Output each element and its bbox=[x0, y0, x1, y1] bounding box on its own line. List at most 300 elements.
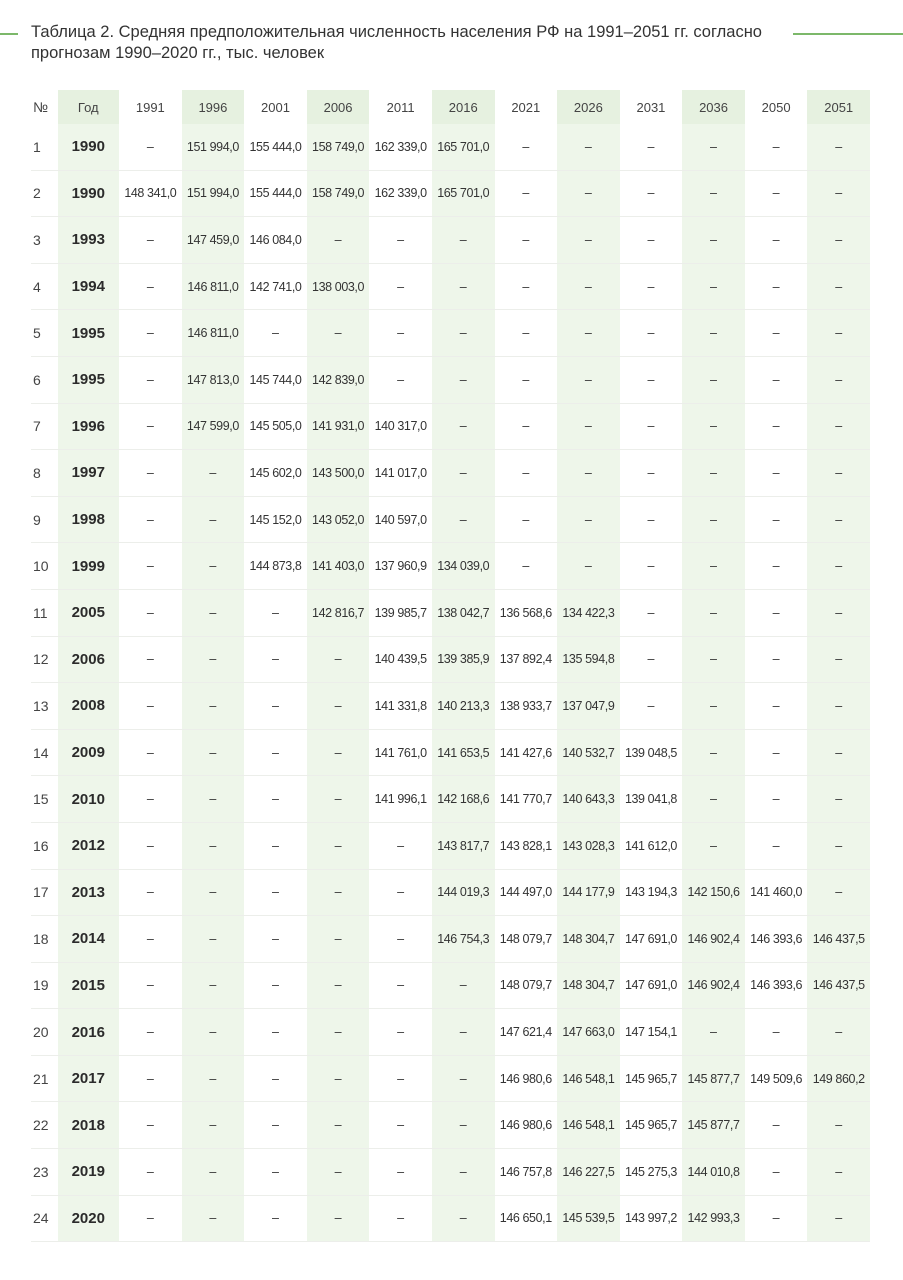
column-header-1996: 1996 bbox=[182, 90, 245, 124]
row-number: 8 bbox=[31, 450, 58, 497]
title-accent-line-right bbox=[793, 33, 903, 35]
population-cell: – bbox=[745, 217, 808, 264]
table-row bbox=[31, 822, 870, 869]
population-cell: – bbox=[307, 729, 370, 776]
population-cell: 141 761,0 bbox=[369, 729, 432, 776]
population-cell: – bbox=[807, 1195, 870, 1242]
population-cell: 140 213,3 bbox=[432, 683, 495, 730]
population-cell: – bbox=[369, 962, 432, 1009]
population-cell: – bbox=[369, 1102, 432, 1149]
forecast-year: 2015 bbox=[58, 962, 120, 1009]
population-cell: – bbox=[745, 729, 808, 776]
population-cell: 146 437,5 bbox=[807, 962, 870, 1009]
population-cell: 145 602,0 bbox=[244, 450, 307, 497]
population-cell: – bbox=[807, 356, 870, 403]
population-cell: 139 048,5 bbox=[620, 729, 683, 776]
population-cell: 143 828,1 bbox=[495, 822, 558, 869]
population-cell: – bbox=[745, 450, 808, 497]
population-cell: – bbox=[432, 1149, 495, 1196]
table-row bbox=[31, 1009, 870, 1056]
table-body bbox=[31, 124, 870, 1242]
population-cell: 140 317,0 bbox=[369, 403, 432, 450]
row-number: 2 bbox=[31, 170, 58, 217]
population-cell: – bbox=[119, 1009, 182, 1056]
population-cell: – bbox=[182, 729, 245, 776]
forecast-year: 2018 bbox=[58, 1102, 120, 1149]
population-cell: – bbox=[119, 822, 182, 869]
population-cell: – bbox=[119, 916, 182, 963]
population-cell: – bbox=[620, 543, 683, 590]
population-cell: – bbox=[119, 124, 182, 170]
population-cell: – bbox=[557, 356, 620, 403]
population-cell: 142 150,6 bbox=[682, 869, 745, 916]
population-cell: – bbox=[807, 683, 870, 730]
population-cell: – bbox=[620, 403, 683, 450]
population-cell: – bbox=[119, 217, 182, 264]
table-row bbox=[31, 356, 870, 403]
population-cell: 141 331,8 bbox=[369, 683, 432, 730]
population-cell: 148 079,7 bbox=[495, 916, 558, 963]
population-cell: – bbox=[495, 543, 558, 590]
population-cell: – bbox=[682, 683, 745, 730]
population-cell: 141 427,6 bbox=[495, 729, 558, 776]
population-table bbox=[31, 90, 870, 1242]
population-cell: – bbox=[620, 683, 683, 730]
row-number: 19 bbox=[31, 962, 58, 1009]
population-cell: 147 691,0 bbox=[620, 962, 683, 1009]
population-cell: 145 877,7 bbox=[682, 1055, 745, 1102]
population-cell: – bbox=[807, 1149, 870, 1196]
population-cell: 142 168,6 bbox=[432, 776, 495, 823]
forecast-year: 2006 bbox=[58, 636, 120, 683]
population-cell: 143 028,3 bbox=[557, 822, 620, 869]
table-row bbox=[31, 263, 870, 310]
population-cell: – bbox=[807, 403, 870, 450]
population-cell: – bbox=[307, 1102, 370, 1149]
population-cell: – bbox=[244, 1055, 307, 1102]
table-row bbox=[31, 729, 870, 776]
population-cell: 140 597,0 bbox=[369, 496, 432, 543]
population-cell: – bbox=[682, 356, 745, 403]
forecast-year: 1997 bbox=[58, 450, 120, 497]
forecast-year: 2017 bbox=[58, 1055, 120, 1102]
population-cell: – bbox=[807, 776, 870, 823]
population-cell: – bbox=[620, 450, 683, 497]
population-cell: 149 509,6 bbox=[745, 1055, 808, 1102]
population-cell: 134 422,3 bbox=[557, 589, 620, 636]
population-cell: 140 439,5 bbox=[369, 636, 432, 683]
row-number: 1 bbox=[31, 124, 58, 170]
population-cell: 147 691,0 bbox=[620, 916, 683, 963]
row-number: 15 bbox=[31, 776, 58, 823]
population-cell: – bbox=[182, 962, 245, 1009]
column-header-1991: 1991 bbox=[135, 99, 165, 115]
population-cell: – bbox=[620, 217, 683, 264]
table-row bbox=[31, 310, 870, 357]
population-cell: – bbox=[119, 1055, 182, 1102]
population-cell: – bbox=[119, 683, 182, 730]
population-cell: – bbox=[182, 1195, 245, 1242]
population-cell: – bbox=[807, 310, 870, 357]
population-cell: 147 621,4 bbox=[495, 1009, 558, 1056]
population-cell: – bbox=[807, 496, 870, 543]
forecast-year: 1995 bbox=[58, 356, 120, 403]
column-header-2031: 2031 bbox=[636, 99, 666, 115]
population-cell: 139 985,7 bbox=[369, 589, 432, 636]
population-cell: – bbox=[182, 450, 245, 497]
population-cell: – bbox=[369, 822, 432, 869]
population-cell: 147 663,0 bbox=[557, 1009, 620, 1056]
population-cell: – bbox=[495, 170, 558, 217]
forecast-year: 2014 bbox=[58, 916, 120, 963]
population-cell: – bbox=[432, 263, 495, 310]
population-cell: – bbox=[557, 170, 620, 217]
population-cell: 146 437,5 bbox=[807, 916, 870, 963]
population-cell: 146 980,6 bbox=[495, 1055, 558, 1102]
population-cell: 155 444,0 bbox=[244, 124, 307, 170]
population-cell: – bbox=[307, 962, 370, 1009]
row-number: 7 bbox=[31, 403, 58, 450]
population-cell: 139 041,8 bbox=[620, 776, 683, 823]
title-accent-line-left bbox=[0, 33, 18, 35]
population-cell: – bbox=[307, 636, 370, 683]
population-cell: – bbox=[182, 869, 245, 916]
population-cell: – bbox=[432, 310, 495, 357]
population-cell: 142 816,7 bbox=[307, 589, 370, 636]
population-cell: 138 003,0 bbox=[307, 263, 370, 310]
population-cell: 137 892,4 bbox=[495, 636, 558, 683]
population-cell: – bbox=[119, 636, 182, 683]
population-cell: – bbox=[119, 403, 182, 450]
column-header-2021: 2021 bbox=[511, 99, 541, 115]
population-cell: 141 460,0 bbox=[745, 869, 808, 916]
population-cell: – bbox=[807, 217, 870, 264]
population-cell: – bbox=[682, 403, 745, 450]
row-number: 20 bbox=[31, 1009, 58, 1056]
population-cell: – bbox=[682, 729, 745, 776]
population-cell: – bbox=[745, 636, 808, 683]
population-cell: 141 931,0 bbox=[307, 403, 370, 450]
population-cell: – bbox=[745, 543, 808, 590]
population-cell: – bbox=[119, 263, 182, 310]
population-cell: – bbox=[745, 310, 808, 357]
population-cell: – bbox=[557, 450, 620, 497]
population-cell: 146 811,0 bbox=[182, 263, 245, 310]
population-cell: – bbox=[432, 1195, 495, 1242]
row-number: 23 bbox=[31, 1149, 58, 1196]
forecast-year: 1990 bbox=[58, 170, 120, 217]
table-row bbox=[31, 916, 870, 963]
population-cell: – bbox=[682, 822, 745, 869]
population-cell: – bbox=[244, 822, 307, 869]
population-cell: – bbox=[682, 636, 745, 683]
population-cell: 146 548,1 bbox=[557, 1055, 620, 1102]
population-cell: – bbox=[244, 729, 307, 776]
population-cell: – bbox=[745, 683, 808, 730]
table-title: Таблица 2. Средняя предположительная численность населения РФ на 1991–2051 гг. согласно прогнозам 1990–2020 гг., тыс. человек bbox=[31, 23, 762, 62]
population-cell: – bbox=[119, 1195, 182, 1242]
population-cell: – bbox=[182, 589, 245, 636]
population-cell: – bbox=[182, 543, 245, 590]
population-cell: – bbox=[369, 869, 432, 916]
table-header bbox=[31, 90, 870, 124]
population-cell: – bbox=[244, 962, 307, 1009]
forecast-year: 1998 bbox=[58, 496, 120, 543]
population-cell: – bbox=[682, 776, 745, 823]
population-cell: – bbox=[369, 356, 432, 403]
population-cell: – bbox=[557, 403, 620, 450]
population-cell: 148 304,7 bbox=[557, 916, 620, 963]
row-number: 4 bbox=[31, 263, 58, 310]
population-cell: 155 444,0 bbox=[244, 170, 307, 217]
population-cell: – bbox=[557, 217, 620, 264]
population-cell: – bbox=[432, 356, 495, 403]
forecast-year: 1996 bbox=[58, 403, 120, 450]
table-row bbox=[31, 543, 870, 590]
population-cell: – bbox=[369, 310, 432, 357]
population-cell: – bbox=[745, 589, 808, 636]
population-cell: 143 817,7 bbox=[432, 822, 495, 869]
row-number: 11 bbox=[31, 589, 58, 636]
row-number: 3 bbox=[31, 217, 58, 264]
population-cell: 143 500,0 bbox=[307, 450, 370, 497]
forecast-year: 2005 bbox=[58, 589, 120, 636]
population-cell: – bbox=[682, 450, 745, 497]
column-header-2036: 2036 bbox=[682, 90, 745, 124]
population-cell: – bbox=[369, 1149, 432, 1196]
population-cell: – bbox=[557, 124, 620, 170]
column-header-2016: 2016 bbox=[432, 90, 495, 124]
row-number: 5 bbox=[31, 310, 58, 357]
population-cell: – bbox=[432, 962, 495, 1009]
population-cell: – bbox=[807, 543, 870, 590]
table-row bbox=[31, 450, 870, 497]
population-cell: 147 459,0 bbox=[182, 217, 245, 264]
population-cell: – bbox=[682, 263, 745, 310]
title-block bbox=[0, 0, 903, 80]
population-cell: – bbox=[432, 450, 495, 497]
population-cell: 149 860,2 bbox=[807, 1055, 870, 1102]
population-cell: 148 341,0 bbox=[119, 170, 182, 217]
population-cell: – bbox=[620, 636, 683, 683]
population-cell: 144 010,8 bbox=[682, 1149, 745, 1196]
population-cell: – bbox=[495, 356, 558, 403]
population-cell: 148 079,7 bbox=[495, 962, 558, 1009]
population-cell: – bbox=[745, 1149, 808, 1196]
forecast-year: 2009 bbox=[58, 729, 120, 776]
population-cell: – bbox=[807, 636, 870, 683]
population-cell: – bbox=[432, 1009, 495, 1056]
row-number: 14 bbox=[31, 729, 58, 776]
row-number: 24 bbox=[31, 1195, 58, 1242]
population-cell: – bbox=[745, 1009, 808, 1056]
population-cell: – bbox=[745, 776, 808, 823]
population-cell: 146 227,5 bbox=[557, 1149, 620, 1196]
population-cell: – bbox=[182, 916, 245, 963]
population-cell: 145 965,7 bbox=[620, 1055, 683, 1102]
population-cell: – bbox=[620, 310, 683, 357]
table-row bbox=[31, 496, 870, 543]
population-cell: – bbox=[495, 403, 558, 450]
population-cell: – bbox=[557, 310, 620, 357]
column-header-number: № bbox=[33, 99, 49, 115]
row-number: 17 bbox=[31, 869, 58, 916]
column-header-2050: 2050 bbox=[761, 99, 791, 115]
population-cell: 144 497,0 bbox=[495, 869, 558, 916]
row-number: 22 bbox=[31, 1102, 58, 1149]
column-header-2001: 2001 bbox=[261, 99, 290, 115]
population-cell: 151 994,0 bbox=[182, 170, 245, 217]
population-cell: – bbox=[432, 403, 495, 450]
population-cell: – bbox=[119, 962, 182, 1009]
population-cell: – bbox=[745, 356, 808, 403]
population-cell: – bbox=[119, 729, 182, 776]
population-cell: – bbox=[119, 1149, 182, 1196]
population-cell: 141 017,0 bbox=[369, 450, 432, 497]
header-row bbox=[31, 90, 870, 124]
column-header-2011: 2011 bbox=[386, 99, 415, 115]
population-cell: 145 152,0 bbox=[244, 496, 307, 543]
forecast-year: 1993 bbox=[58, 217, 120, 264]
column-header-year: Год bbox=[58, 90, 120, 124]
population-cell: 145 965,7 bbox=[620, 1102, 683, 1149]
population-cell: 151 994,0 bbox=[182, 124, 245, 170]
population-cell: – bbox=[682, 170, 745, 217]
population-cell: – bbox=[620, 263, 683, 310]
population-cell: 143 997,2 bbox=[620, 1195, 683, 1242]
forecast-year: 1994 bbox=[58, 263, 120, 310]
population-cell: – bbox=[495, 217, 558, 264]
population-cell: – bbox=[620, 589, 683, 636]
forecast-year: 2012 bbox=[58, 822, 120, 869]
population-cell: – bbox=[244, 1102, 307, 1149]
row-number: 12 bbox=[31, 636, 58, 683]
table-row bbox=[31, 636, 870, 683]
population-cell: – bbox=[307, 1195, 370, 1242]
population-cell: – bbox=[369, 1055, 432, 1102]
table-row bbox=[31, 217, 870, 264]
column-header-2006: 2006 bbox=[307, 90, 370, 124]
population-cell: – bbox=[244, 636, 307, 683]
forecast-year: 2010 bbox=[58, 776, 120, 823]
population-cell: – bbox=[620, 356, 683, 403]
population-cell: – bbox=[307, 822, 370, 869]
population-cell: 147 154,1 bbox=[620, 1009, 683, 1056]
population-cell: 141 770,7 bbox=[495, 776, 558, 823]
population-cell: – bbox=[807, 822, 870, 869]
column-header-2026: 2026 bbox=[557, 90, 620, 124]
population-cell: – bbox=[807, 263, 870, 310]
table-row bbox=[31, 403, 870, 450]
population-cell: – bbox=[369, 1195, 432, 1242]
population-cell: 142 839,0 bbox=[307, 356, 370, 403]
population-cell: 147 813,0 bbox=[182, 356, 245, 403]
population-cell: – bbox=[557, 543, 620, 590]
population-cell: 145 505,0 bbox=[244, 403, 307, 450]
table-row bbox=[31, 776, 870, 823]
population-cell: 138 933,7 bbox=[495, 683, 558, 730]
population-cell: 145 275,3 bbox=[620, 1149, 683, 1196]
population-cell: – bbox=[244, 589, 307, 636]
population-cell: 147 599,0 bbox=[182, 403, 245, 450]
population-cell: – bbox=[244, 1149, 307, 1196]
population-cell: – bbox=[307, 1055, 370, 1102]
population-cell: 146 980,6 bbox=[495, 1102, 558, 1149]
population-cell: – bbox=[807, 589, 870, 636]
population-cell: 141 612,0 bbox=[620, 822, 683, 869]
population-cell: 146 902,4 bbox=[682, 962, 745, 1009]
population-cell: – bbox=[807, 450, 870, 497]
population-cell: – bbox=[307, 776, 370, 823]
population-cell: 139 385,9 bbox=[432, 636, 495, 683]
row-number: 18 bbox=[31, 916, 58, 963]
population-cell: 146 757,8 bbox=[495, 1149, 558, 1196]
population-cell: – bbox=[182, 776, 245, 823]
population-cell: – bbox=[807, 729, 870, 776]
population-cell: – bbox=[307, 1009, 370, 1056]
population-cell: – bbox=[369, 1009, 432, 1056]
population-cell: – bbox=[557, 496, 620, 543]
population-cell: – bbox=[807, 170, 870, 217]
population-cell: – bbox=[369, 263, 432, 310]
population-cell: – bbox=[745, 170, 808, 217]
population-cell: – bbox=[182, 636, 245, 683]
population-cell: 142 993,3 bbox=[682, 1195, 745, 1242]
population-cell: – bbox=[244, 776, 307, 823]
population-cell: – bbox=[682, 496, 745, 543]
table-row bbox=[31, 869, 870, 916]
population-cell: 144 019,3 bbox=[432, 869, 495, 916]
population-cell: – bbox=[182, 1009, 245, 1056]
population-cell: – bbox=[495, 496, 558, 543]
table-row bbox=[31, 683, 870, 730]
population-cell: 142 741,0 bbox=[244, 263, 307, 310]
population-cell: 141 996,1 bbox=[369, 776, 432, 823]
population-cell: – bbox=[807, 1009, 870, 1056]
population-cell: – bbox=[807, 1102, 870, 1149]
population-cell: – bbox=[682, 589, 745, 636]
population-cell: – bbox=[369, 217, 432, 264]
population-cell: – bbox=[182, 1149, 245, 1196]
population-cell: – bbox=[745, 403, 808, 450]
population-cell: 146 811,0 bbox=[182, 310, 245, 357]
population-cell: – bbox=[745, 124, 808, 170]
population-cell: 138 042,7 bbox=[432, 589, 495, 636]
population-cell: 143 194,3 bbox=[620, 869, 683, 916]
population-cell: – bbox=[119, 589, 182, 636]
population-cell: – bbox=[119, 869, 182, 916]
population-cell: – bbox=[432, 1055, 495, 1102]
population-cell: – bbox=[182, 822, 245, 869]
population-cell: – bbox=[682, 1009, 745, 1056]
population-cell: 137 047,9 bbox=[557, 683, 620, 730]
forecast-year: 1990 bbox=[58, 124, 120, 170]
table-row bbox=[31, 1055, 870, 1102]
population-cell: – bbox=[307, 869, 370, 916]
row-number: 10 bbox=[31, 543, 58, 590]
population-cell: – bbox=[119, 450, 182, 497]
population-cell: 162 339,0 bbox=[369, 124, 432, 170]
population-cell: – bbox=[119, 1102, 182, 1149]
population-cell: 162 339,0 bbox=[369, 170, 432, 217]
table-row bbox=[31, 1149, 870, 1196]
forecast-year: 2008 bbox=[58, 683, 120, 730]
population-cell: – bbox=[807, 124, 870, 170]
population-cell: 144 873,8 bbox=[244, 543, 307, 590]
population-cell: – bbox=[244, 916, 307, 963]
population-cell: 140 643,3 bbox=[557, 776, 620, 823]
population-cell: – bbox=[807, 869, 870, 916]
